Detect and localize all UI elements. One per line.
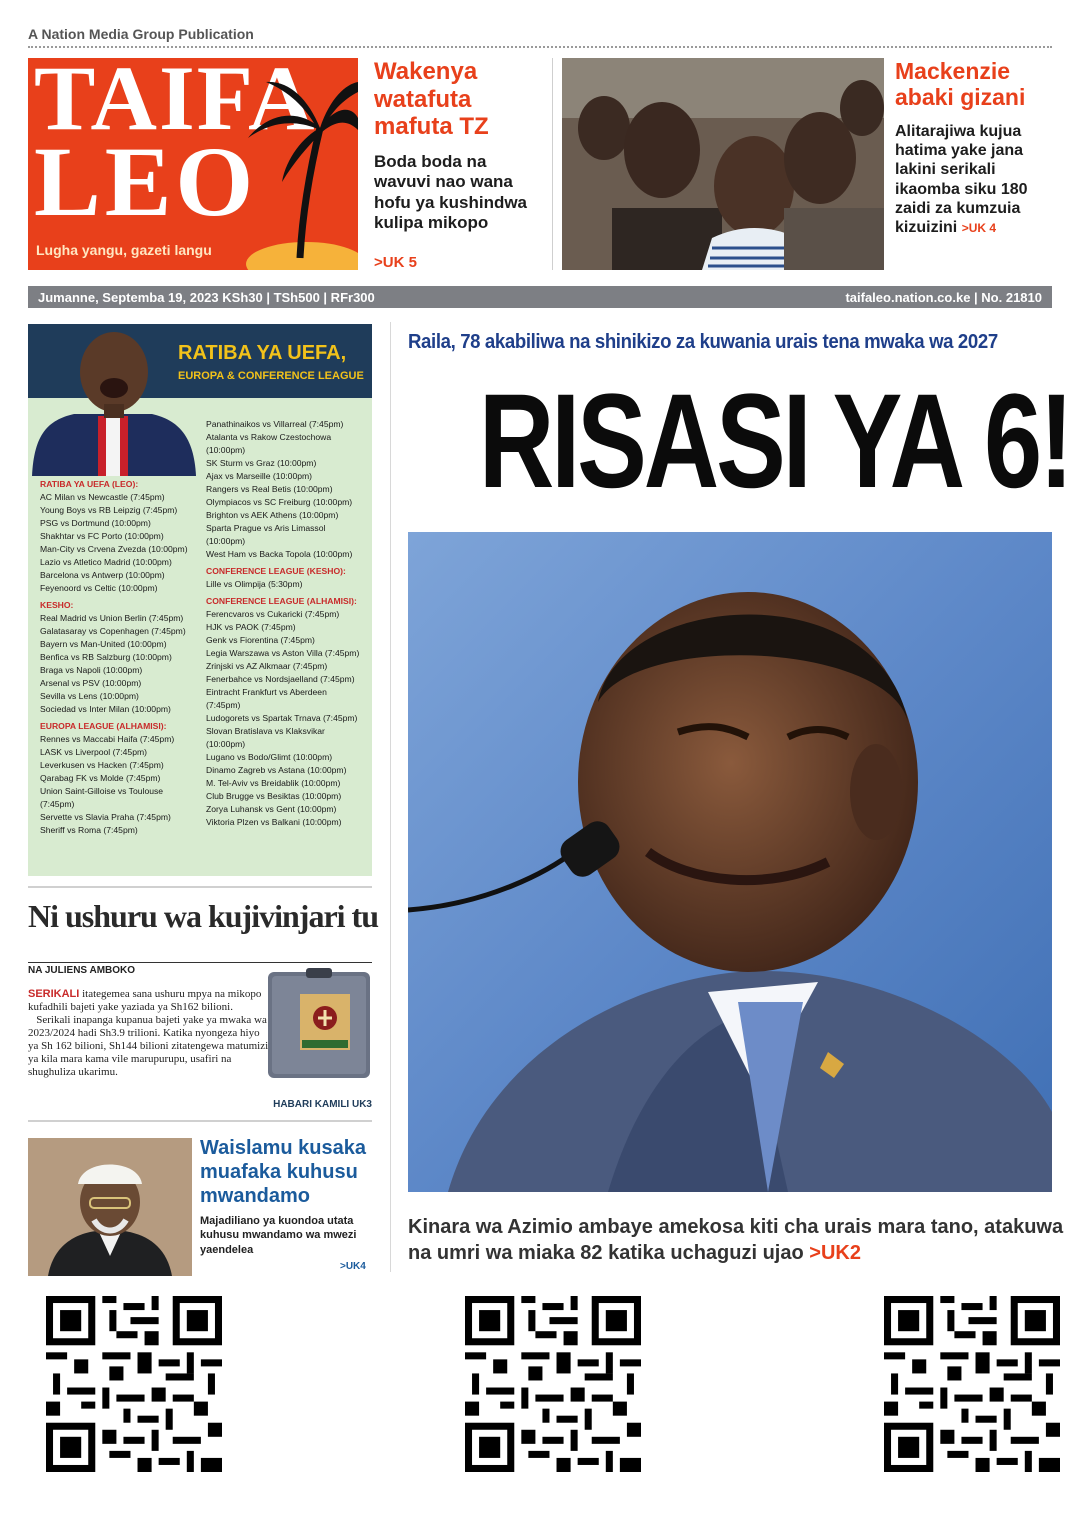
fixture-row: Rennes vs Maccabi Haifa (7:45pm) bbox=[40, 734, 175, 744]
teaser-mackenzie-body: Alitarajiwa kujua hatima yake jana lakini serikali ikaomba siku 180 zaidi za kumzuia kizuizini >UK 4 bbox=[895, 123, 1028, 236]
fixture-row: Arsenal vs PSV (10:00pm) bbox=[40, 678, 142, 688]
fixture-row: Bayern vs Man-United (10:00pm) bbox=[40, 639, 167, 649]
palm-tree-icon bbox=[238, 58, 358, 270]
qr-code-icon[interactable] bbox=[46, 1296, 222, 1472]
fixture-row: (10:00pm) bbox=[206, 536, 246, 546]
fixture-row: Olympiacos vs SC Freiburg (10:00pm) bbox=[206, 497, 353, 507]
fixtures-section-heading: CONFERENCE LEAGUE (ALHAMISI): bbox=[206, 596, 357, 606]
fixture-row: Legia Warszawa vs Aston Villa (7:45pm) bbox=[206, 648, 360, 658]
fixture-row: Union Saint-Gilloise vs Toulouse bbox=[40, 786, 164, 796]
fixture-row: Ludogorets vs Spartak Trnava (7:45pm) bbox=[206, 713, 358, 723]
uefa-fixtures-panel bbox=[28, 324, 372, 876]
fixture-row: Atalanta vs Rakow Czestochowa bbox=[206, 432, 332, 442]
fixture-row: HJK vs PAOK (7:45pm) bbox=[206, 622, 296, 632]
fixtures-section-heading: KESHO: bbox=[40, 600, 74, 610]
waislamu-headline[interactable]: Waislamu kusaka muafaka kuhusu mwandamo bbox=[200, 1137, 367, 1207]
fixture-row: Galatasaray vs Copenhagen (7:45pm) bbox=[40, 626, 186, 636]
fixtures-right-column bbox=[206, 418, 372, 829]
teaser-fuel-body: Boda boda na wavuvi nao wana hofu ya kushindwa kulipa mikopo bbox=[374, 152, 528, 233]
ushuru-byline: NA JULIENS AMBOKO bbox=[28, 962, 372, 976]
fixture-row: Benfica vs RB Salzburg (10:00pm) bbox=[40, 652, 172, 662]
fixture-row: Braga vs Napoli (10:00pm) bbox=[40, 665, 143, 675]
fixture-row: Genk vs Fiorentina (7:45pm) bbox=[206, 635, 315, 645]
fixture-row: AC Milan vs Newcastle (7:45pm) bbox=[40, 492, 165, 502]
masthead-tagline: Lugha yangu, gazeti langu bbox=[36, 242, 212, 258]
ushuru-body: SERIKALI itategemea sana ushuru mpya na mikopo kufadhili bajeti yake yaziada ya Sh162 bilioni. Serikali inapanga kupanua bajeti yake ya mwaka wa 2023/2024 hadi Sh3.9 trilioni. Katika nyongeza hiyo ya Sh 162 bilioni, Sh144 bilioni zitatengewa matumizi ya kila mara kama vile marupurupu, usafiri na shughuliza ukarimu. bbox=[28, 988, 269, 1078]
fixtures-left-column bbox=[40, 474, 210, 837]
teaser-mackenzie-headline[interactable]: Mackenzie abaki gizani bbox=[895, 58, 1026, 111]
detainees-photo[interactable] bbox=[562, 58, 884, 270]
waislamu-ref[interactable]: >UK4 bbox=[340, 1261, 366, 1272]
fixture-row: Fenerbahce vs Nordsjaelland (7:45pm) bbox=[206, 674, 355, 684]
fixture-row: Zorya Luhansk vs Gent (10:00pm) bbox=[206, 804, 337, 814]
fixture-row: Lugano vs Bodo/Glimt (10:00pm) bbox=[206, 752, 333, 762]
fixture-row: (7:45pm) bbox=[206, 700, 241, 710]
fixture-row: Viktoria Plzen vs Balkani (10:00pm) bbox=[206, 817, 342, 827]
cleric-photo[interactable] bbox=[28, 1138, 192, 1276]
main-headline[interactable]: RISASI YA 6! bbox=[478, 367, 1071, 516]
fixture-row: Brighton vs AEK Athens (10:00pm) bbox=[206, 510, 339, 520]
teaser-fuel-ref[interactable]: >UK 5 bbox=[374, 254, 417, 271]
fixture-row: (10:00pm) bbox=[206, 445, 246, 455]
cleric-illustration bbox=[28, 1138, 192, 1276]
fixture-row: Lazio vs Atletico Madrid (10:00pm) bbox=[40, 557, 172, 567]
fixture-row: Sparta Prague vs Aris Limassol bbox=[206, 523, 326, 533]
budget-briefcase-photo bbox=[262, 964, 374, 1082]
fixture-row: Leverkusen vs Hacken (7:45pm) bbox=[40, 760, 164, 770]
fixture-row: M. Tel-Aviv vs Breidablik (10:00pm) bbox=[206, 778, 341, 788]
detainees-illustration bbox=[562, 58, 884, 270]
fixtures-section-heading: EUROPA LEAGUE (ALHAMISI): bbox=[40, 721, 167, 731]
fixtures-title: RATIBA YA UEFA, bbox=[178, 342, 347, 364]
issue-date-price: Jumanne, Septemba 19, 2023 KSh30 | TSh500 | RFr300 bbox=[38, 290, 375, 305]
fixture-row: Barcelona vs Antwerp (10:00pm) bbox=[40, 570, 165, 580]
main-photo[interactable] bbox=[408, 532, 1052, 1192]
fixture-row: Real Madrid vs Union Berlin (7:45pm) bbox=[40, 613, 184, 623]
fixtures-section-heading: RATIBA YA UEFA (LEO): bbox=[40, 479, 139, 489]
qr-code-icon[interactable] bbox=[884, 1296, 1060, 1472]
fixture-row: Eintracht Frankfurt vs Aberdeen bbox=[206, 687, 327, 697]
fixture-row: Feyenoord vs Celtic (10:00pm) bbox=[40, 583, 158, 593]
footballer-photo bbox=[28, 324, 198, 476]
fixture-row: (7:45pm) bbox=[40, 799, 75, 809]
politician-speaking-illustration bbox=[408, 532, 1052, 1192]
teaser-divider bbox=[552, 58, 553, 270]
fixture-row: Slovan Bratislava vs Klaksvikar bbox=[206, 726, 325, 736]
waislamu-body: Majadiliano ya kuondoa utata kuhusu mwandamo wa mwezi yaendelea bbox=[200, 1215, 357, 1256]
fixture-row: Sevilla vs Lens (10:00pm) bbox=[40, 691, 139, 701]
masthead-logo[interactable] bbox=[28, 58, 358, 270]
fixture-row: Sociedad vs Inter Milan (10:00pm) bbox=[40, 704, 171, 714]
main-caption-ref[interactable]: >UK2 bbox=[809, 1242, 861, 1264]
fixture-row: (10:00pm) bbox=[206, 739, 246, 749]
fixture-row: Sheriff vs Roma (7:45pm) bbox=[40, 825, 138, 835]
fixture-row: Shakhtar vs FC Porto (10:00pm) bbox=[40, 531, 164, 541]
fixture-row: Servette vs Slavia Praha (7:45pm) bbox=[40, 812, 171, 822]
website-issue-number[interactable]: taifaleo.nation.co.ke | No. 21810 bbox=[845, 290, 1042, 305]
section-divider bbox=[28, 1120, 372, 1122]
masthead-title-line2: LEO bbox=[34, 126, 258, 237]
fixture-row: LASK vs Liverpool (7:45pm) bbox=[40, 747, 147, 757]
fixture-row: Rangers vs Real Betis (10:00pm) bbox=[206, 484, 333, 494]
fixture-row: Zrinjski vs AZ Alkmaar (7:45pm) bbox=[206, 661, 328, 671]
masthead-title-line1: TAIFA bbox=[34, 58, 317, 149]
fixture-row: Dinamo Zagreb vs Astana (10:00pm) bbox=[206, 765, 347, 775]
main-caption: Kinara wa Azimio ambaye amekosa kiti cha urais mara tano, atakuwa na umri wa miaka 82 katika uchaguzi ujao >UK2 bbox=[408, 1216, 1064, 1264]
fixtures-subtitle: EUROPA & CONFERENCE LEAGUE bbox=[178, 370, 364, 382]
ushuru-kicker: SERIKALI bbox=[28, 988, 80, 1000]
fixture-row: SK Sturm vs Graz (10:00pm) bbox=[206, 458, 317, 468]
fixture-row: Panathinaikos vs Villarreal (7:45pm) bbox=[206, 419, 344, 429]
main-kicker: Raila, 78 akabiliwa na shinikizo za kuwania urais tena mwaka wa 2027 bbox=[408, 331, 998, 353]
fixture-row: Qarabag FK vs Molde (7:45pm) bbox=[40, 773, 161, 783]
fixture-row: Lille vs Olimpija (5:30pm) bbox=[206, 579, 303, 589]
teaser-fuel-headline[interactable]: Wakenya watafuta mafuta TZ bbox=[374, 58, 489, 141]
date-price-bar bbox=[28, 286, 1052, 308]
fixture-row: PSG vs Dortmund (10:00pm) bbox=[40, 518, 151, 528]
ushuru-headline[interactable]: Ni ushuru wa kujivinjari tu bbox=[28, 898, 378, 934]
section-divider bbox=[28, 886, 372, 888]
publisher-line: A Nation Media Group Publication bbox=[28, 26, 254, 42]
fixture-row: Young Boys vs RB Leipzig (7:45pm) bbox=[40, 505, 178, 515]
fixture-row: Club Brugge vs Besiktas (10:00pm) bbox=[206, 791, 342, 801]
ushuru-full-story-link[interactable]: HABARI KAMILI UK3 bbox=[273, 1099, 372, 1110]
teaser-mackenzie-ref[interactable]: >UK 4 bbox=[961, 220, 997, 235]
fixture-row: Ferencvaros vs Cukaricki (7:45pm) bbox=[206, 609, 340, 619]
qr-code-icon[interactable] bbox=[465, 1296, 641, 1472]
fixture-row: Ajax vs Marseille (10:00pm) bbox=[206, 471, 313, 481]
fixture-row: West Ham vs Backa Topola (10:00pm) bbox=[206, 549, 353, 559]
dotted-divider bbox=[28, 46, 1052, 48]
column-divider bbox=[390, 322, 391, 1272]
fixtures-section-heading: CONFERENCE LEAGUE (KESHO): bbox=[206, 566, 346, 576]
fixture-row: Man-City vs Crvena Zvezda (10:00pm) bbox=[40, 544, 188, 554]
